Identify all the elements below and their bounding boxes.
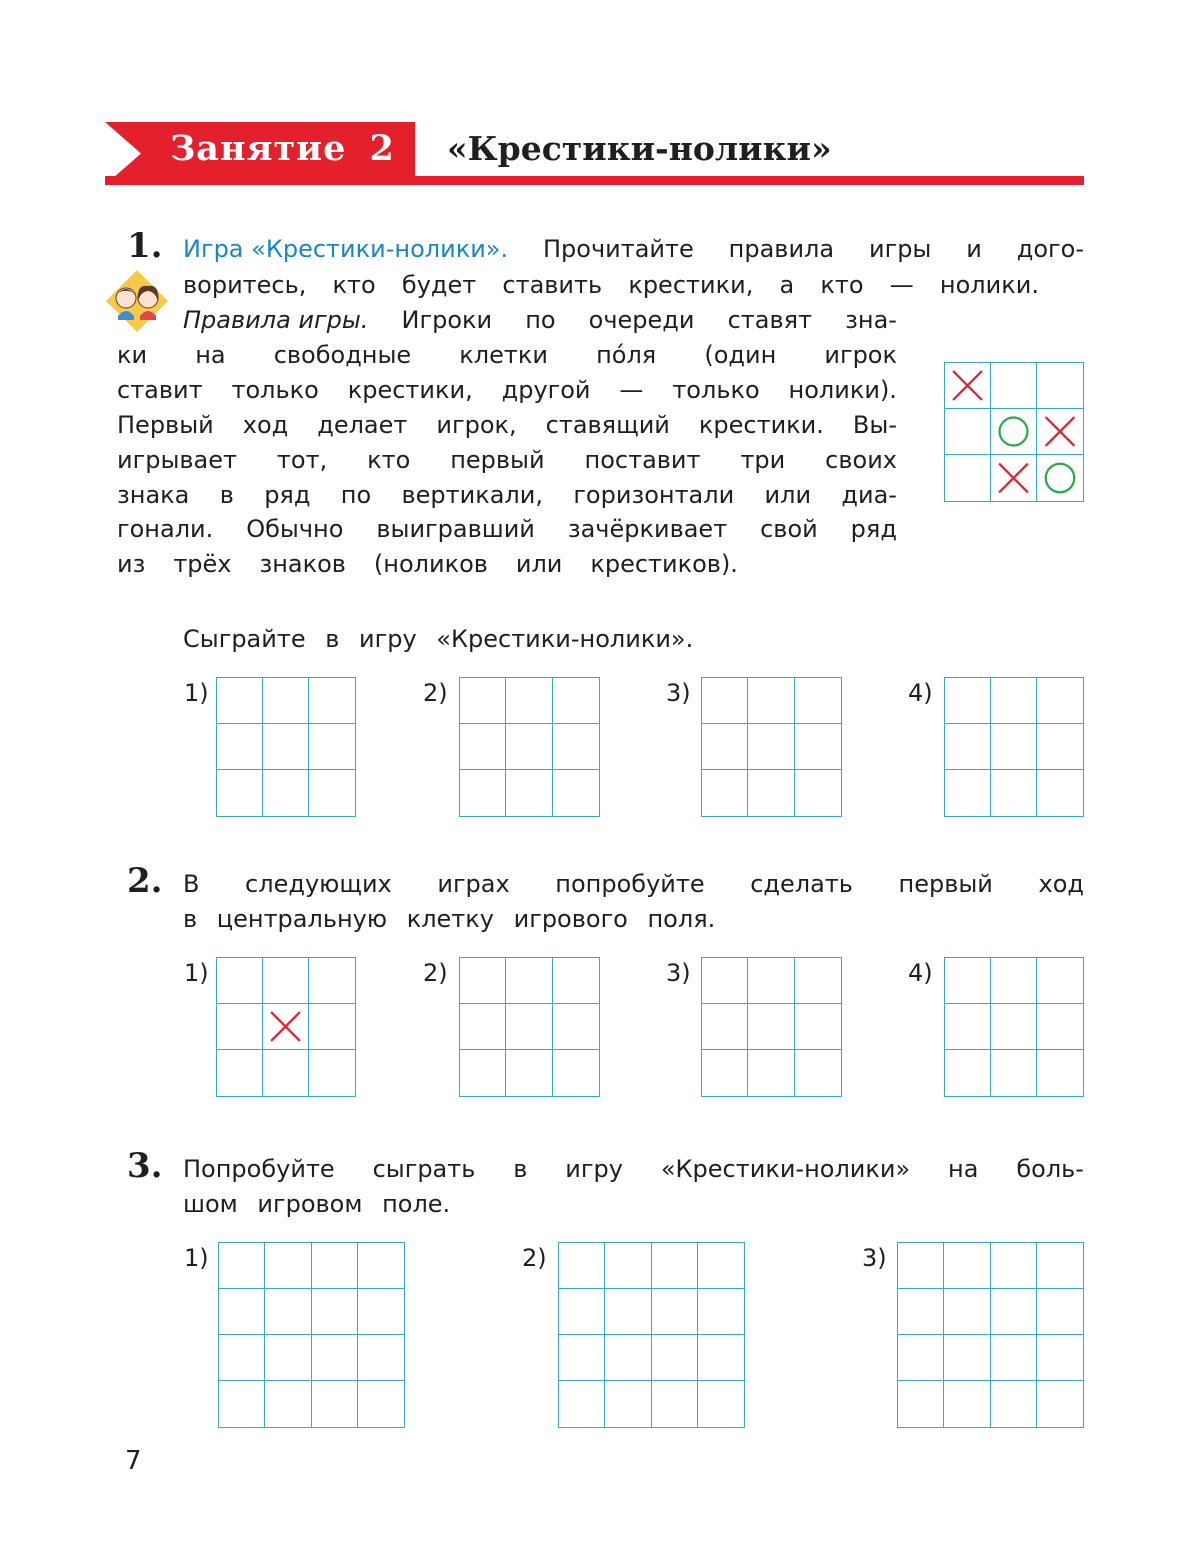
grid-label: 1) [184, 1244, 209, 1272]
large-play-grid[interactable] [897, 1242, 1084, 1428]
circle-mark [991, 409, 1036, 454]
play-grid[interactable] [944, 677, 1084, 817]
grid-cell[interactable] [991, 958, 1037, 1004]
grid-cell[interactable] [358, 1243, 404, 1289]
grid-cell[interactable] [991, 1243, 1037, 1289]
word: попробуйте [555, 870, 705, 898]
grid-cell[interactable] [944, 1335, 990, 1381]
word: по́ля [596, 341, 657, 369]
word: выигравший [376, 515, 535, 543]
kids-icon [104, 268, 170, 334]
word: тот, [276, 446, 328, 474]
word: первый [898, 870, 993, 898]
grid-cell[interactable] [1037, 1289, 1083, 1335]
word: воритесь, [183, 271, 307, 299]
grid-cell[interactable] [553, 724, 599, 770]
grid-cell[interactable] [1037, 409, 1083, 455]
word: нолики). [788, 376, 897, 404]
grid-cell[interactable] [945, 1050, 991, 1096]
grid-cell[interactable] [506, 1004, 552, 1050]
word: боль- [1016, 1155, 1084, 1183]
lesson-label: Занятие 2 [170, 128, 395, 169]
large-play-grid[interactable] [218, 1242, 405, 1428]
word: или [515, 550, 563, 578]
grid-cell[interactable] [553, 678, 599, 724]
word: в [219, 481, 234, 509]
word: Прочитайте [543, 235, 694, 263]
grid-cell[interactable] [795, 678, 841, 724]
grid-cell[interactable] [748, 1004, 794, 1050]
play-grid[interactable] [216, 677, 356, 817]
grid-label: 3) [862, 1244, 887, 1272]
grid-cell[interactable] [1037, 958, 1083, 1004]
grid-cell[interactable] [263, 724, 309, 770]
grid-cell[interactable] [991, 1381, 1037, 1427]
grid-cell[interactable] [795, 1050, 841, 1096]
grid-cell[interactable] [945, 958, 991, 1004]
example-board [944, 362, 1084, 502]
rules-label: Правила игры. [183, 306, 369, 334]
grid-cell[interactable] [795, 724, 841, 770]
word: знаков [259, 550, 346, 578]
grid-cell[interactable] [945, 678, 991, 724]
grid-cell[interactable] [991, 1004, 1037, 1050]
grid-cell[interactable] [309, 1004, 355, 1050]
grid-cell[interactable] [991, 678, 1037, 724]
word: или [764, 481, 812, 509]
word: и [966, 235, 982, 263]
grid-cell[interactable] [991, 1335, 1037, 1381]
grid-cell[interactable] [1037, 455, 1083, 501]
grid-cell[interactable] [358, 1289, 404, 1335]
grid-cell[interactable] [652, 1381, 698, 1427]
word: первый [450, 446, 545, 474]
word: горизонтали [573, 481, 735, 509]
task-3-number: 3. [127, 1146, 163, 1186]
word: в [513, 1155, 528, 1183]
word: игрок [824, 341, 897, 369]
grid-cell[interactable] [506, 770, 552, 816]
word: кто [820, 271, 864, 299]
word: ряд [264, 481, 311, 509]
word: играх [437, 870, 510, 898]
word: крестики. [698, 411, 824, 439]
grid-label: 2) [423, 959, 448, 987]
grid-cell[interactable] [991, 1050, 1037, 1096]
grid-cell[interactable] [506, 958, 552, 1004]
grid-cell[interactable] [217, 678, 263, 724]
word: зачёркивает [567, 515, 728, 543]
task-1-number: 1. [127, 226, 163, 266]
word: сыграть [372, 1155, 476, 1183]
grid-cell[interactable] [265, 1381, 311, 1427]
grid-cell[interactable] [309, 724, 355, 770]
grid-cell[interactable] [265, 1289, 311, 1335]
task-2-line-1 [183, 867, 1084, 902]
grid-cell[interactable] [217, 1004, 263, 1050]
task-1-line-2 [183, 268, 1039, 303]
grid-cell[interactable] [748, 770, 794, 816]
word: «Крестики-нолики» [660, 1155, 911, 1183]
grid-cell[interactable] [945, 363, 991, 409]
grid-cell[interactable] [553, 770, 599, 816]
grid-cell[interactable] [945, 455, 991, 501]
word: свой [760, 515, 818, 543]
grid-cell[interactable] [217, 1050, 263, 1096]
grid-cell[interactable] [265, 1243, 311, 1289]
grid-cell[interactable] [217, 958, 263, 1004]
lesson-title: «Крестики-нолики» [447, 129, 832, 168]
word: клетки [459, 341, 548, 369]
word: кто [332, 271, 376, 299]
grid-cell[interactable] [991, 455, 1037, 501]
word: игрок, [436, 411, 517, 439]
grid-cell[interactable] [309, 770, 355, 816]
grid-cell[interactable] [748, 724, 794, 770]
grid-cell[interactable] [605, 1381, 651, 1427]
word: только [231, 376, 319, 404]
task-1-line-10 [117, 547, 738, 582]
grid-cell[interactable] [991, 1289, 1037, 1335]
word: по [340, 481, 372, 509]
grid-cell[interactable] [219, 1335, 265, 1381]
word: ставят [727, 306, 813, 334]
grid-cell[interactable] [698, 1243, 744, 1289]
grid-cell[interactable] [460, 1050, 506, 1096]
grid-cell[interactable] [1037, 1381, 1083, 1427]
grid-cell[interactable] [652, 1243, 698, 1289]
grid-cell[interactable] [559, 1289, 605, 1335]
word: нолики. [939, 271, 1039, 299]
word: крестиков). [590, 550, 738, 578]
word: игры [868, 235, 932, 263]
grid-cell[interactable] [605, 1243, 651, 1289]
grid-cell[interactable] [460, 724, 506, 770]
grid-cell[interactable] [945, 724, 991, 770]
cross-mark [263, 1004, 308, 1049]
grid-label: 1) [184, 679, 209, 707]
word: очереди [588, 306, 695, 334]
grid-cell[interactable] [358, 1381, 404, 1427]
word: знака [117, 481, 190, 509]
grid-cell[interactable] [559, 1243, 605, 1289]
grid-cell[interactable] [312, 1289, 358, 1335]
grid-cell[interactable] [898, 1335, 944, 1381]
grid-cell[interactable] [217, 724, 263, 770]
play-grid[interactable] [216, 957, 356, 1097]
word: ки [117, 341, 148, 369]
grid-cell[interactable] [1037, 1335, 1083, 1381]
grid-cell[interactable] [1037, 770, 1083, 816]
grid-cell[interactable] [702, 958, 748, 1004]
grid-cell[interactable] [991, 409, 1037, 455]
grid-cell[interactable] [898, 1243, 944, 1289]
grid-label: 1) [184, 959, 209, 987]
grid-cell[interactable] [358, 1335, 404, 1381]
grid-cell[interactable] [1037, 1050, 1083, 1096]
word: игрывает [117, 446, 237, 474]
large-play-grid[interactable] [558, 1242, 745, 1428]
grid-cell[interactable] [1037, 724, 1083, 770]
play-grid[interactable] [944, 957, 1084, 1097]
play-prompt: Сыграйте в игру «Крестики-нолики». [183, 625, 694, 653]
word: игру [565, 1155, 623, 1183]
word: из [117, 550, 146, 578]
word: (один [704, 341, 777, 369]
grid-cell[interactable] [506, 1050, 552, 1096]
grid-cell[interactable] [553, 1050, 599, 1096]
grid-cell[interactable] [795, 1004, 841, 1050]
grid-cell[interactable] [795, 770, 841, 816]
word: кто [367, 446, 411, 474]
grid-label: 2) [423, 679, 448, 707]
word: ряд [850, 515, 897, 543]
word: другой [501, 376, 591, 404]
grid-cell[interactable] [652, 1335, 698, 1381]
grid-cell[interactable] [605, 1335, 651, 1381]
task-1-line-4 [117, 338, 897, 373]
word: сделать [750, 870, 853, 898]
grid-label: 4) [908, 679, 933, 707]
grid-cell[interactable] [312, 1381, 358, 1427]
task-3-line-2: шом игровом поле. [183, 1190, 451, 1218]
grid-cell[interactable] [263, 770, 309, 816]
word: ход [1038, 870, 1084, 898]
word: зна- [845, 306, 897, 334]
task-1-line-7 [117, 443, 897, 478]
grid-cell[interactable] [898, 1289, 944, 1335]
task-1-lead: Игра «Крестики-нолики». [183, 235, 509, 263]
task-2-number: 2. [127, 861, 163, 901]
grid-cell[interactable] [702, 724, 748, 770]
play-grid[interactable] [459, 677, 600, 817]
word: а [779, 271, 795, 299]
grid-cell[interactable] [748, 678, 794, 724]
grid-cell[interactable] [460, 678, 506, 724]
word: ставит [117, 376, 203, 404]
grid-cell[interactable] [312, 1243, 358, 1289]
grid-cell[interactable] [506, 724, 552, 770]
grid-cell[interactable] [460, 958, 506, 1004]
grid-label: 3) [666, 959, 691, 987]
task-1-line-9 [117, 512, 897, 547]
grid-cell[interactable] [944, 1243, 990, 1289]
grid-cell[interactable] [1037, 363, 1083, 409]
word: будет [401, 271, 477, 299]
grid-cell[interactable] [945, 1004, 991, 1050]
grid-cell[interactable] [506, 678, 552, 724]
word: — [889, 271, 914, 299]
grid-cell[interactable] [553, 1004, 599, 1050]
task-2-line-2: в центральную клетку игрового поля. [183, 905, 716, 933]
grid-cell[interactable] [944, 1289, 990, 1335]
grid-cell[interactable] [263, 678, 309, 724]
word: трёх [173, 550, 232, 578]
word: только [672, 376, 760, 404]
cross-mark [1037, 409, 1083, 454]
word: В [183, 870, 200, 898]
grid-cell[interactable] [559, 1335, 605, 1381]
grid-cell[interactable] [219, 1243, 265, 1289]
grid-cell[interactable] [1037, 1243, 1083, 1289]
grid-cell[interactable] [702, 678, 748, 724]
grid-cell[interactable] [945, 770, 991, 816]
grid-cell[interactable] [605, 1289, 651, 1335]
play-grid[interactable] [701, 957, 842, 1097]
word: (ноликов [373, 550, 488, 578]
word: гонали. [117, 515, 214, 543]
word: на [195, 341, 226, 369]
grid-cell[interactable] [263, 1050, 309, 1096]
grid-cell[interactable] [898, 1381, 944, 1427]
task-3-line-1 [183, 1152, 1084, 1187]
word: Попробуйте [183, 1155, 335, 1183]
task-1-line-6 [117, 408, 897, 443]
word: ставить [502, 271, 603, 299]
grid-cell[interactable] [1037, 678, 1083, 724]
grid-cell[interactable] [309, 958, 355, 1004]
grid-cell[interactable] [698, 1335, 744, 1381]
cross-mark [945, 363, 990, 408]
grid-cell[interactable] [991, 770, 1037, 816]
cross-mark [991, 455, 1036, 501]
grid-cell[interactable] [1037, 1004, 1083, 1050]
task-1-line-5 [117, 373, 897, 408]
circle-mark [1037, 455, 1083, 501]
grid-cell[interactable] [219, 1289, 265, 1335]
grid-cell[interactable] [795, 958, 841, 1004]
word: три [740, 446, 786, 474]
play-grid[interactable] [701, 677, 842, 817]
grid-cell[interactable] [460, 1004, 506, 1050]
word: крестики, [347, 376, 473, 404]
grid-cell[interactable] [652, 1289, 698, 1335]
grid-cell[interactable] [309, 1050, 355, 1096]
grid-cell[interactable] [944, 1381, 990, 1427]
word: дого- [1016, 235, 1084, 263]
word: — [619, 376, 644, 404]
grid-label: 3) [666, 679, 691, 707]
word: правила [728, 235, 835, 263]
play-grid[interactable] [459, 957, 600, 1097]
grid-label: 2) [522, 1244, 547, 1272]
page-number: 7 [125, 1446, 142, 1476]
grid-cell[interactable] [217, 770, 263, 816]
word: своих [825, 446, 897, 474]
word: на [948, 1155, 979, 1183]
word: крестики, [628, 271, 754, 299]
grid-cell[interactable] [945, 409, 991, 455]
grid-cell[interactable] [698, 1381, 744, 1427]
word: Вы- [852, 411, 897, 439]
word: Игроки [401, 306, 493, 334]
word: поставит [584, 446, 701, 474]
word: делает [317, 411, 408, 439]
word: ставящий [545, 411, 670, 439]
grid-cell[interactable] [702, 770, 748, 816]
grid-cell[interactable] [991, 363, 1037, 409]
word: диа- [841, 481, 897, 509]
word: следующих [245, 870, 392, 898]
grid-cell[interactable] [698, 1289, 744, 1335]
grid-cell[interactable] [309, 678, 355, 724]
grid-cell[interactable] [748, 1050, 794, 1096]
grid-cell[interactable] [559, 1381, 605, 1427]
grid-cell[interactable] [748, 958, 794, 1004]
grid-cell[interactable] [265, 1335, 311, 1381]
grid-cell[interactable] [702, 1004, 748, 1050]
grid-cell[interactable] [991, 724, 1037, 770]
grid-cell[interactable] [553, 958, 599, 1004]
grid-label: 4) [908, 959, 933, 987]
grid-cell[interactable] [263, 958, 309, 1004]
task-1-line-1 [183, 232, 1084, 267]
grid-cell[interactable] [312, 1335, 358, 1381]
grid-cell[interactable] [702, 1050, 748, 1096]
word: свободные [273, 341, 412, 369]
word: Обычно [246, 515, 344, 543]
grid-cell[interactable] [263, 1004, 309, 1050]
task-1-line-3 [183, 303, 897, 338]
word: Первый [117, 411, 214, 439]
grid-cell[interactable] [219, 1381, 265, 1427]
word: вертикали, [401, 481, 543, 509]
task-1-line-8 [117, 478, 897, 513]
word: по [525, 306, 556, 334]
word: ход [242, 411, 289, 439]
grid-cell[interactable] [460, 770, 506, 816]
